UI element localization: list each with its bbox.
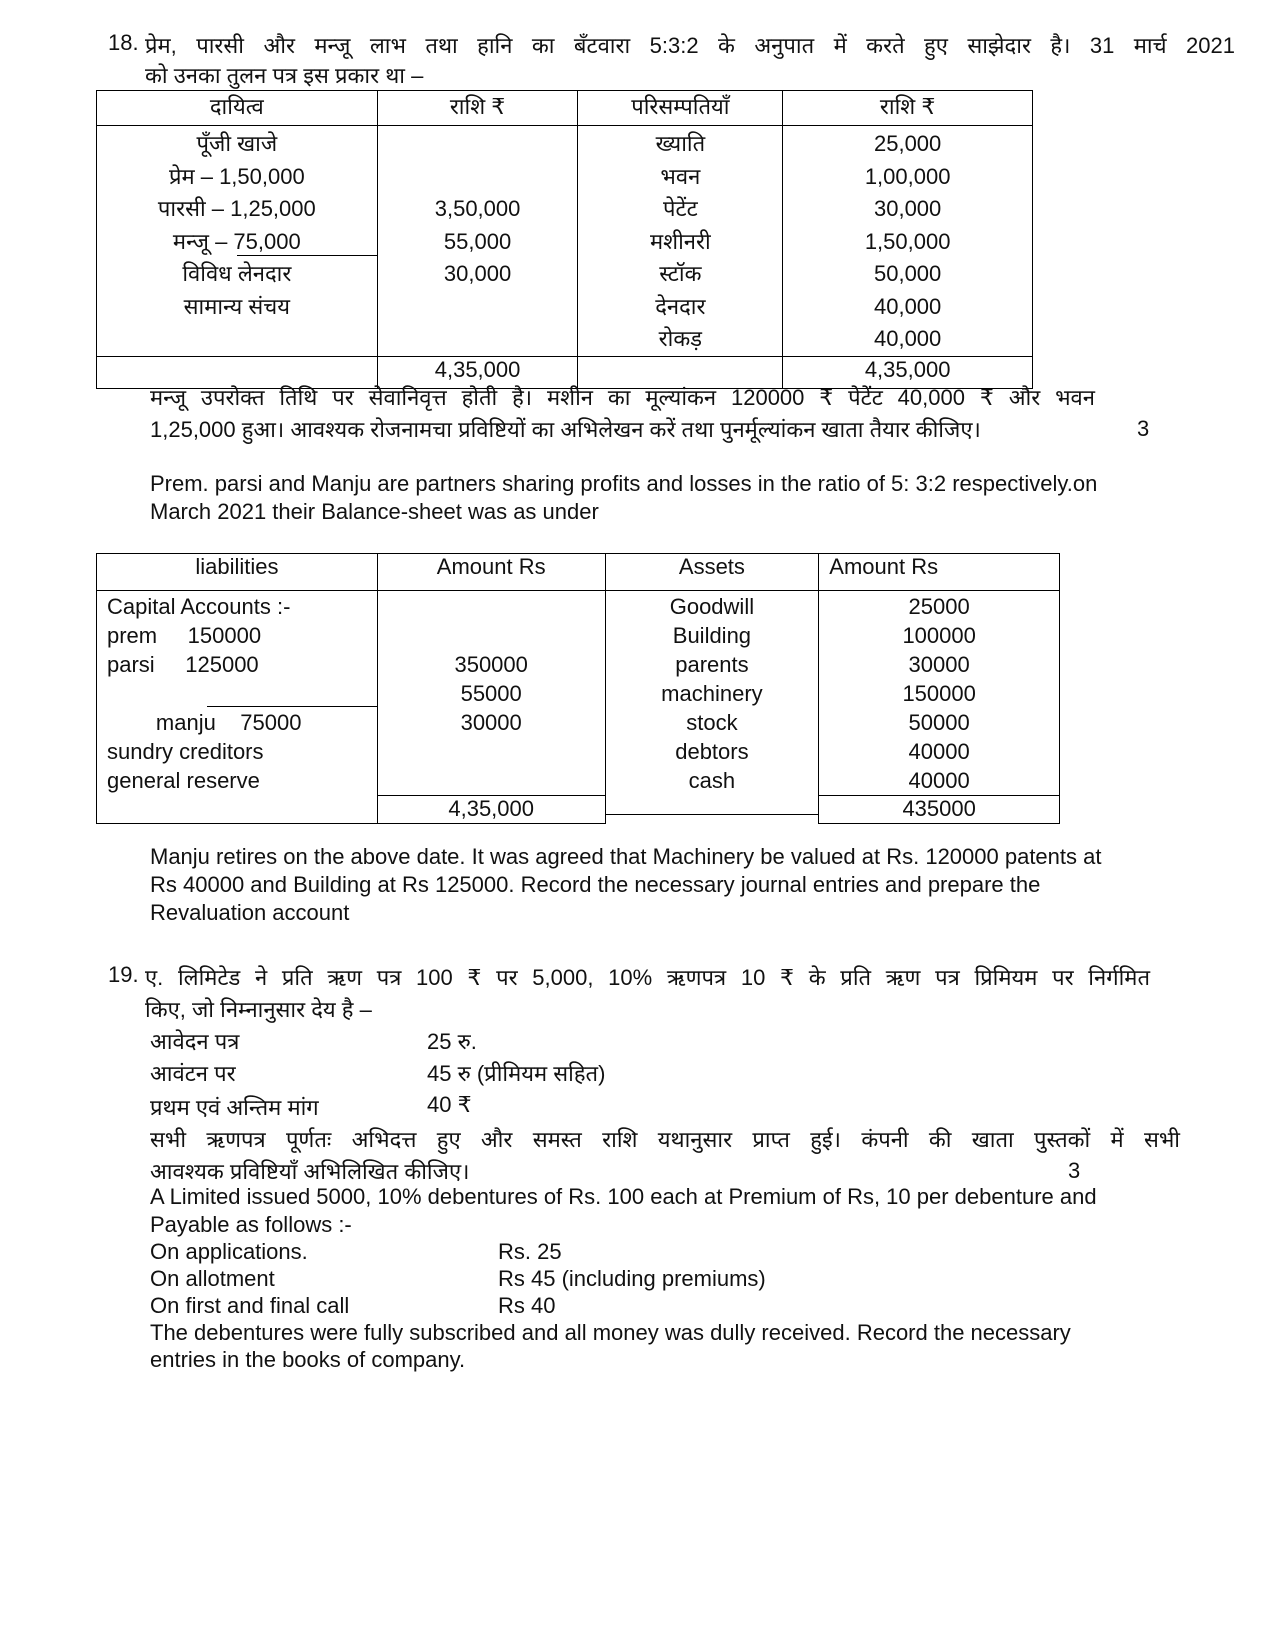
q18-marks: 3	[1137, 416, 1150, 441]
amount-value: 30,000	[873, 196, 942, 221]
subtotal-rule	[207, 706, 377, 707]
hindi-total-assets: 4,35,000	[783, 356, 1033, 388]
q19-hindi-text-line2: आवश्यक प्रविष्टियाँ अभिलिखित कीजिए।	[150, 1159, 470, 1184]
asset-item: debtors	[675, 739, 749, 764]
amount-value: 30,000	[443, 261, 512, 286]
asset-item: cash	[688, 768, 736, 793]
schedule-label: On first and final call	[150, 1293, 350, 1318]
liability-item: सामान्य संचय	[183, 293, 291, 319]
asset-item: Building	[672, 623, 752, 648]
hindi-liabilities-cell	[97, 126, 378, 357]
amount-value: 25000	[908, 594, 970, 619]
q19-english-text-line2: entries in the books of company.	[150, 1347, 466, 1372]
liability-item: prem 150000	[107, 623, 262, 648]
amount-value: 150000	[902, 681, 976, 706]
q18-hindi-text-line2: 1,25,000 हुआ। आवश्यक रोजनामचा प्रविष्टियों का अभिलेखन करें तथा पुनर्मूल्यांकन खाता तैयार कीजिए।	[150, 417, 981, 442]
q19-number: 19.	[108, 962, 139, 987]
q19-english-intro-line1: A Limited issued 5000, 10% debentures of Rs. 100 each at Premium of Rs, 10 per debenture and	[150, 1184, 1097, 1209]
amount-value: 55000	[460, 681, 522, 706]
english-asset-amounts-cell	[819, 591, 1060, 796]
schedule-value: Rs 45 (including premiums)	[498, 1266, 766, 1291]
english-total-liabilities: 4,35,000	[377, 796, 605, 824]
asset-item: parents	[675, 652, 749, 677]
liability-item: sundry creditors	[107, 739, 264, 764]
amount-value: 350000	[454, 652, 528, 677]
liability-item: parsi 125000	[107, 652, 259, 677]
asset-item: स्टॉक	[659, 261, 702, 286]
q18-english-text-line3: Revaluation account	[150, 900, 350, 925]
amount-value: 40,000	[873, 326, 942, 351]
q18-number: 18.	[108, 30, 139, 55]
liability-item: मन्जू – 75,000	[97, 226, 377, 259]
subtotal-rule	[237, 255, 377, 256]
liability-item: पारसी – 1,25,000	[157, 196, 316, 221]
english-assets-cell	[605, 591, 819, 824]
amount-value: 25,000	[873, 131, 942, 156]
liability-item: manju 75000	[107, 679, 377, 708]
q18-english-text-line2: Rs 40000 and Building at Rs 125000. Record the necessary journal entries and prepare the	[150, 872, 1041, 897]
q19-english-text-line1: The debentures were fully subscribed and all money was dully received. Record the necessary	[150, 1320, 1071, 1345]
english-header-liabilities: liabilities	[97, 554, 378, 591]
schedule-label: आवंटन पर	[150, 1061, 236, 1086]
amount-value: 50,000	[873, 261, 942, 286]
liability-item: general reserve	[107, 768, 260, 793]
hindi-header-amount: राशि ₹	[377, 91, 578, 126]
hindi-asset-amounts-cell	[783, 126, 1033, 357]
amount-value: 1,50,000	[864, 228, 951, 254]
q18-hindi-intro-line2: को उनका तुलन पत्र इस प्रकार था –	[145, 63, 424, 88]
schedule-value: 25 रु.	[427, 1029, 477, 1054]
q19-hindi-intro-line1: ए. लिमिटेड ने प्रति ऋण पत्र 100 ₹ पर 5,000, 10% ऋणपत्र 10 ₹ के प्रति ऋण पत्र प्रिमियम पर निर्गमित	[145, 965, 1150, 990]
english-total-blank	[97, 796, 378, 824]
q18-english-text-line1: Manju retires on the above date. It was agreed that Machinery be valued at Rs. 120000 patents at	[150, 844, 1102, 869]
english-total-assets: 435000	[819, 796, 1060, 824]
amount-value: 30000	[908, 652, 970, 677]
hindi-liab-amounts-cell	[377, 126, 578, 357]
english-table-bottom-rule	[605, 814, 819, 815]
schedule-value: Rs 40	[498, 1293, 556, 1318]
hindi-header-assets: परिसम्पतियाँ	[578, 91, 783, 126]
asset-item: machinery	[661, 681, 763, 706]
hindi-total-liabilities: 4,35,000	[377, 356, 578, 388]
liability-item: प्रेम – 1,50,000	[168, 163, 305, 189]
asset-item: पेटेंट	[663, 196, 698, 221]
q19-marks: 3	[1068, 1158, 1081, 1183]
q19-english-intro-line2: Payable as follows :-	[150, 1212, 352, 1237]
hindi-assets-cell	[578, 126, 783, 357]
amount-value: 50000	[908, 710, 970, 735]
amount-value: 1,00,000	[864, 163, 951, 189]
q19-hindi-text-line1: सभी ऋणपत्र पूर्णतः अभिदत्त हुए और समस्त राशि यथानुसार प्राप्त हुई। कंपनी की खाता पुस्तकों में सभी	[150, 1127, 1180, 1152]
amount-value	[378, 592, 605, 621]
amount-value: 40000	[908, 768, 970, 793]
amount-value: 40000	[908, 739, 970, 764]
hindi-header-liabilities: दायित्व	[97, 91, 378, 126]
liability-item: विविध लेनदार	[182, 261, 292, 286]
amount-value: 55,000	[443, 228, 512, 254]
q19-hindi-intro-line2: किए, जो निम्नानुसार देय है –	[145, 997, 372, 1022]
amount-value	[378, 621, 605, 650]
schedule-value: 45 रु (प्रीमियम सहित)	[427, 1061, 606, 1086]
asset-item: मशीनरी	[649, 228, 711, 254]
asset-item: देनदार	[655, 293, 706, 319]
asset-item: ख्याति	[655, 131, 706, 156]
english-header-amount: Amount Rs	[819, 554, 1060, 591]
hindi-balance-sheet	[96, 90, 1033, 389]
schedule-value: Rs. 25	[498, 1239, 562, 1264]
english-header-assets: Assets	[605, 554, 819, 591]
amount-value: 3,50,000	[434, 196, 521, 221]
english-balance-sheet	[96, 553, 1060, 824]
asset-item: रोकड़	[658, 326, 703, 351]
schedule-label: आवेदन पत्र	[150, 1029, 240, 1054]
amount-value: 30000	[460, 710, 522, 735]
english-header-amount: Amount Rs	[377, 554, 605, 591]
schedule-value: 40 ₹	[427, 1092, 472, 1117]
asset-item: Goodwill	[669, 594, 755, 619]
amount-value	[378, 161, 578, 194]
asset-item: stock	[686, 710, 738, 735]
amount-value: 100000	[902, 623, 976, 648]
schedule-label: On allotment	[150, 1266, 275, 1291]
liability-item: Capital Accounts :-	[107, 594, 291, 619]
q18-english-intro-line2: March 2021 their Balance-sheet was as under	[150, 499, 599, 524]
liability-item: पूँजी खाजे	[196, 131, 278, 156]
amount-value	[378, 128, 578, 161]
english-liabilities-cell	[97, 591, 378, 796]
asset-item: भवन	[660, 163, 701, 189]
schedule-label: प्रथम एवं अन्तिम मांग	[150, 1095, 319, 1120]
english-liab-amounts-cell	[377, 591, 605, 796]
schedule-label: On applications.	[150, 1239, 308, 1264]
q18-hindi-intro-line1: प्रेम, पारसी और मन्जू लाभ तथा हानि का बँटवारा 5:3:2 के अनुपात में करते हुए साझेदार है। 31 मार्च 2021	[145, 33, 1235, 58]
q18-english-intro-line1: Prem. parsi and Manju are partners sharing profits and losses in the ratio of 5: 3:2 respectively.on	[150, 471, 1098, 496]
q18-hindi-text-line1: मन्जू उपरोक्त तिथि पर सेवानिवृत्त होती है। मशीन का मूल्यांकन 120000 ₹ पेटेंट 40,000 ₹ और भवन	[150, 385, 1095, 410]
amount-value: 40,000	[873, 293, 942, 319]
hindi-header-amount: राशि ₹	[783, 91, 1033, 126]
